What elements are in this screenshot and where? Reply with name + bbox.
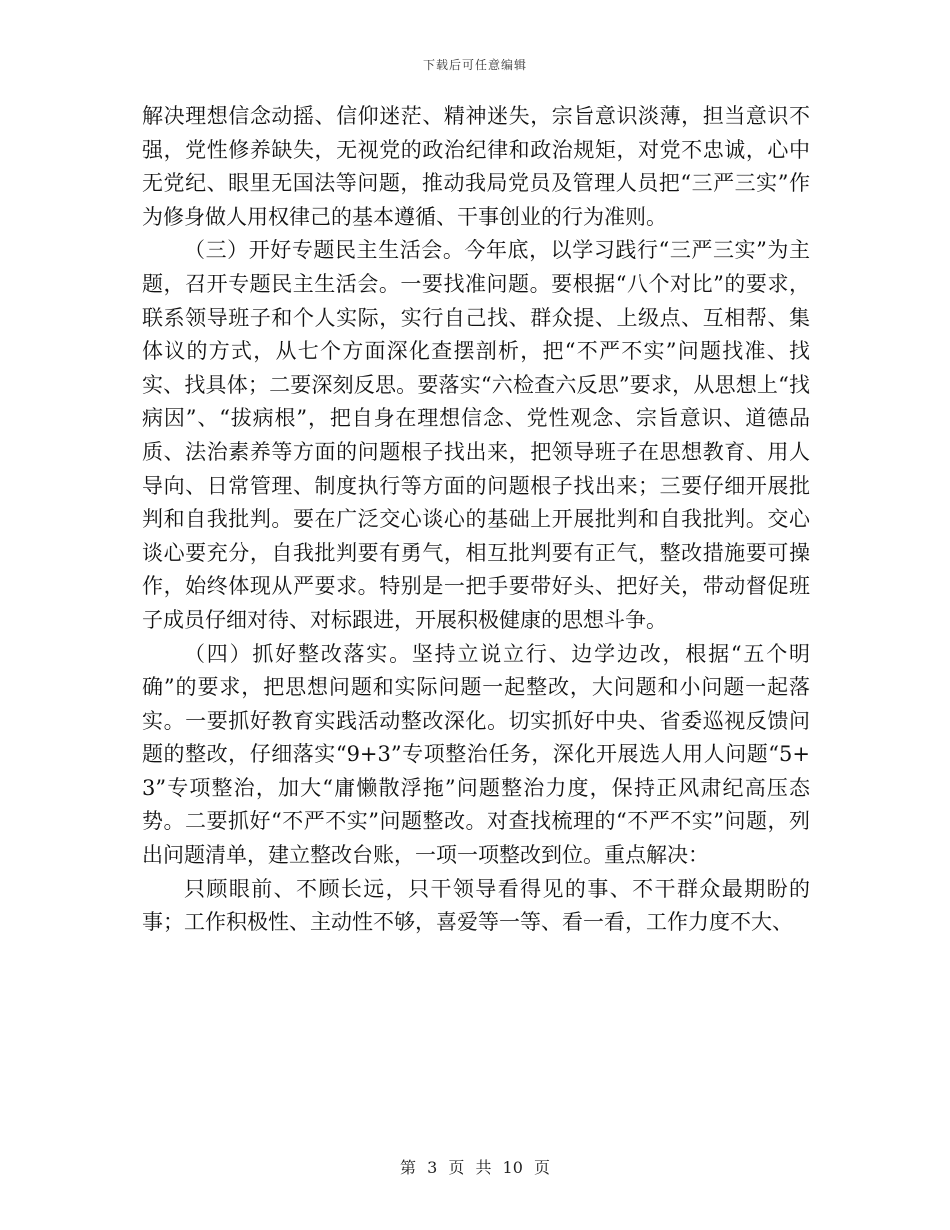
page-header: 下载后可任意编辑 — [422, 58, 527, 72]
body-paragraph-3: （四）抓好整改落实。坚持立说立行、边学边改，根据“五个明确”的要求，把思想问题和实际问题一起整改，大问题和小问题一起落实。一要抓好教育实践活动整改深化。切实抓好中央、省委巡视反馈问题的整改，仔细落实“9+3”专项整治任务，深化开展选人用人问题“5+3”专项整治，加大“庸懒散浮拖”问题整治力度，保持正风肃纪高压态势。二要抓好“不严不实”问题整改。对查找梳理的“不严不实”问题，列出问题清单，建立整改台账，一项一项整改到位。重点解决： — [142, 641, 810, 868]
body-paragraph-2: （三）开好专题民主生活会。今年底，以学习践行“三严三实”为主题，召开专题民主生活会。一要找准问题。要根据“八个对比”的要求，联系领导班子和个人实际，实行自己找、群众提、上级点、互相帮、集体议的方式，从七个方面深化查摆剖析，把“不严不实”问题找准、找实、找具体；二要深刻反思。要落实“六检查六反思”要求，从思想上“找病因”、“拔病根”，把自身在理想信念、党性观念、宗旨意识、道德品质、法治素养等方面的问题根子找出来，把领导班子在思想教育、用人导向、日常管理、制度执行等方面的问题根子找出来；三要仔细开展批判和自我批判。要在广泛交心谈心的基础上开展批判和自我批判。交心谈心要充分，自我批判要有勇气，相互批判要有正气，整改措施要可操作，始终体现从严要求。特别是一把手要带好头、把好关，带动督促班子成员仔细对待、对标跟进，开展积极健康的思想斗争。 — [142, 238, 810, 632]
body-paragraph-1: 解决理想信念动摇、信仰迷茫、精神迷失，宗旨意识淡薄，担当意识不强，党性修养缺失，无视党的政治纪律和政治规矩，对党不忠诚，心中无党纪、眼里无国法等问题，推动我局党员及管理人员把“三严三实”作为修身做人用权律己的基本遵循、干事创业的行为准则。 — [142, 104, 810, 229]
body-paragraph-4: 只顾眼前、不顾长远，只干领导看得见的事、不干群众最期盼的事；工作积极性、主动性不够，喜爱等一等、看一看，工作力度不大、 — [142, 876, 810, 935]
document-body — [142, 100, 810, 940]
page-number-footer: 第 3 页 共 10 页 — [400, 1158, 550, 1177]
